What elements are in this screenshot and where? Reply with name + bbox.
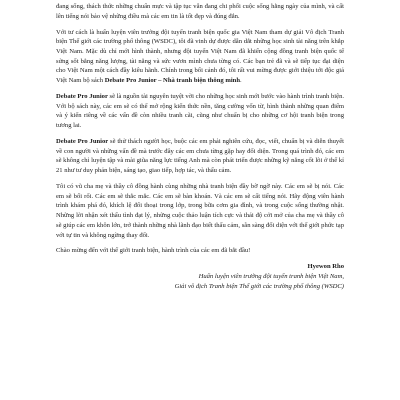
signature-name: Hyewon Rho <box>307 263 344 271</box>
paragraph-text: . <box>240 77 242 85</box>
paragraph-text: Với tư cách là huấn luyện viên trưởng đội tuyển tranh biện quốc gia Việt Nam tham dự giải Vô địch Tranh biện Thế giới các trường phổ thông (WSDC), tôi đã vinh dự được dẫn dắt những học sinh tài năng trên khắp Việt Nam. Mặc dù chỉ mới hình thành, nhưng đội tuyển Việt Nam đã khiến cộng đồng tranh biện quốc tế sửng sốt bằng năng lượng, tài năng và sức vươn mình chưa từng có. Các bạn trẻ đã và sẽ tiếp tục đại diện cho Việt Nam một cách đầy kiêu hãnh. Chính trong bối cảnh đó, tôi rất vui mừng được giới thiệu tới độc giả Việt Nam bộ sách <box>56 28 344 85</box>
signature-title-line-1: Huấn luyện viên trưởng đội tuyển tranh biện Việt Nam, <box>198 273 344 280</box>
paragraph-intro-continued <box>56 2 344 21</box>
paragraph-text: đang sống, thách thức những chuẩn mực và tập tục vẫn đang chi phối cuộc sống hằng ngày của mình, và cất lên tiếng nói bảo vệ những điều mà các em tin là tốt đẹp và đúng đắn. <box>56 3 344 20</box>
book-title: Debate Pro Junior <box>56 138 109 145</box>
signature-block <box>56 262 344 291</box>
paragraph-text: sẽ thử thách người học, buộc các em phải nghiên cứu, đọc, viết, chuẩn bị và diễn thuyết về con người và những vấn đề mà trước đây các em chưa từng gặp hay đối diện. Trong quá trình đó, các em sẽ không chỉ luyện tập và mài giũa năng lực tiếng Anh mà còn phát triển được những kỹ năng cốt lõi ở thế kỉ 21 như tư duy phản biện, sáng tạo, giao tiếp, hợp tác, và thấu cảm. <box>56 138 344 175</box>
paragraph-text: sẽ là nguồn tài nguyên tuyệt vời cho những học sinh mới bước vào hành trình tranh biện. Với bộ sách này, các em sẽ có thể mở rộng kiến thức nền, tăng cường vốn từ, hình thành những quan điểm và ý kiến riêng về các vấn đề còn nhiều tranh cãi, cũng như chuẩn bị cho những cơ hội tranh biện trong tương lai. <box>56 93 345 130</box>
paragraph-parents-teachers <box>56 182 344 240</box>
signature-title-line-2: Giải vô địch Tranh biện Thế giới các trường phổ thông (WSDC) <box>174 282 344 290</box>
book-title: Debate Pro Junior – Nhà tranh biện thông minh <box>104 77 241 85</box>
paragraph-welcome <box>56 246 344 256</box>
paragraph-text: Chào mừng đến với thế giới tranh biện, hành trình của các em đã bắt đầu! <box>56 247 251 255</box>
paragraph-text: Tôi có vũ cha mẹ và thầy cô đồng hành cùng những nhà tranh biện đầy bỡ ngỡ này. Các em sẽ bị nói. Các em sẽ bối rối. Các em sẽ thắc mắc. Các em sẽ bàn khoán. Và các em sẽ cất tiếng nói. Hãy động viên hành trình khám phá đó, khích lệ đối thoại trong lớp, trong bữa cơm gia đình, và trong cuộc sống thường nhật. Những lời nhận xét thấu tình đạt lý, những cuộc thảo luận tích cực và thái độ cởi mở của cha mẹ và thầy cô sẽ giúp các em khôn lớn, trở thành những nhà lãnh đạo biết thấu cảm, sẵn sàng đối diện với thế giới phức tạp với tự tin và không ngừng thay đổi. <box>56 183 344 239</box>
book-title: Debate Pro Junior <box>56 93 108 100</box>
paragraph-coach-introduction <box>56 28 344 86</box>
paragraph-book-challenge <box>56 137 344 176</box>
paragraph-book-resource <box>56 92 344 131</box>
